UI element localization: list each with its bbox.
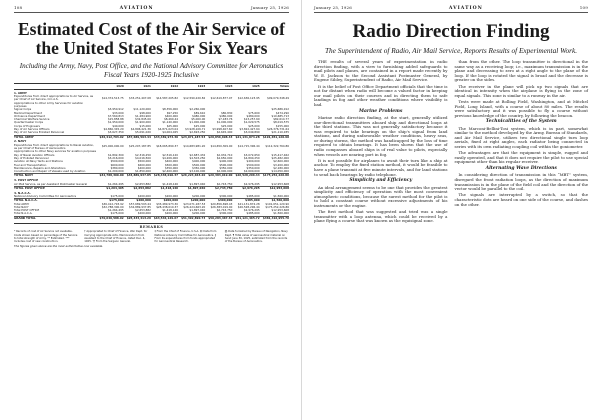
- table-cell: $99,079,348.49: [267, 95, 289, 100]
- table-cell: $600,000: [110, 162, 124, 167]
- section-label: 1. ARMY: [14, 90, 27, 95]
- table-cell: $1,264,495: [97, 186, 124, 190]
- table-cell: $4,004,025: [162, 130, 179, 135]
- table-cell: $175,000: [110, 211, 124, 216]
- table-cell: $3,200,000: [273, 162, 289, 167]
- table-cell: $3,627,350: [107, 130, 124, 135]
- table-cell: $1,850,000: [135, 169, 151, 174]
- table-cell: $200,000: [164, 193, 179, 198]
- section-heading: Technicalities of the System: [485, 119, 557, 125]
- table-cell: $2,693,250: [189, 130, 206, 135]
- table-cell: $2,600,000: [273, 159, 289, 164]
- table-cell: $23,071,187.53: [178, 135, 205, 139]
- table-cell: $51,121,465.72: [232, 216, 259, 220]
- summary-row: [14, 216, 289, 220]
- table-cell: $3,072,650: [243, 152, 260, 157]
- table-cell: $2,932,710: [216, 152, 233, 157]
- table-cell: $75,600: [248, 110, 260, 115]
- table-cell: $200,000: [137, 211, 151, 216]
- article-subtitle: The Superintendent of Radio, Air Mail Service, Reports Results of Experimental Work.: [324, 46, 578, 55]
- table-cell: $1,000,000: [216, 120, 233, 125]
- table-cell: $26,224,663.20: [183, 204, 206, 209]
- table-cell: $400,000: [192, 159, 206, 164]
- table-cell: Pay of Air Service Officers: [14, 127, 50, 132]
- table-cell: $2,976,295: [243, 181, 260, 186]
- paragraph: The advantages are that the equipment is simple, rugged and easily operated, and that it does not require the pilot to use special equipment other than his regular receiver.: [454, 150, 588, 165]
- table-cell: $26,383,019.00: [210, 204, 233, 209]
- table-cell: $600,000: [137, 162, 151, 167]
- table-cell: $200,000: [124, 199, 151, 203]
- table-footnote: The figures given above are the most authoritative now available.: [14, 243, 104, 248]
- page-number: 109: [579, 5, 588, 10]
- table-cell: $1,892,300: [107, 152, 124, 157]
- table-cell: $33,251,407.08: [129, 95, 151, 100]
- table-cell: $40,000: [112, 123, 124, 128]
- table-cell: $95,433,413.29: [124, 216, 151, 220]
- table-cell: $14,683,981.20: [183, 144, 206, 149]
- section-heading: Marine Problems: [359, 108, 403, 114]
- table-cell: $2,743,750: [205, 186, 232, 190]
- table-header-cell: 1922: [151, 84, 178, 90]
- table-cell: $500,000: [219, 162, 233, 167]
- table-cell: Air Mail Service, as per Assistant Postmaster General: [14, 181, 88, 186]
- table-cell: $4,016,500: [135, 155, 151, 160]
- table-cell: $15,858.88: [107, 117, 124, 122]
- table-cell: $4,890,250: [243, 155, 260, 160]
- table-cell: $1,560,000: [273, 211, 289, 216]
- table-cell: $26,528,296.44: [237, 204, 260, 209]
- table-cell: Appropriations to other Navy services for aviation purposes: [14, 149, 97, 154]
- table-cell: $13,257.69: [243, 117, 260, 122]
- table-cell: $51,392,890.73: [178, 216, 205, 220]
- table-cell: $7,560,813: [107, 113, 124, 118]
- table-cell: Medical Department: [14, 110, 43, 115]
- table-cell: [232, 102, 259, 109]
- table-cell: $485,000: [246, 211, 260, 216]
- table-header-cell: 1924: [205, 84, 232, 90]
- table-cell: $2,900,000: [216, 169, 233, 174]
- section-label: 4. N.A.C.A.: [14, 190, 31, 195]
- table-cell: $155,000: [275, 123, 289, 128]
- table-cell: $28,438,010.37: [156, 204, 179, 209]
- page-number: 108: [14, 5, 23, 10]
- table-cell: [205, 102, 232, 109]
- table-cell: Aviation at Navy Yards and Stations: [14, 159, 63, 164]
- table-cell: $33,000: [112, 110, 124, 115]
- paragraph: In considering direction of transmission in this “MBT” system, disregard the front radiation loops, as the direction of maximum transmission is in the plane of the field coil and the direction of the vector would be parallel to the coil.: [454, 172, 588, 192]
- table-cell: Signal Corps: [14, 107, 32, 112]
- section-heading: Alternating Wave Directions: [485, 166, 557, 172]
- table-cell: $12,619,877.07: [210, 95, 233, 100]
- table-cell: $2,653,882: [135, 208, 151, 213]
- table-cell: $350,000: [164, 165, 179, 170]
- section-label: 3. POST OFFICE: [14, 178, 39, 183]
- table-cell: $2,653,882: [135, 181, 151, 186]
- table-cell: $50,283,467.43: [205, 216, 232, 220]
- table-cell: $25,000: [166, 123, 179, 128]
- table-cell: $474,290: [275, 110, 289, 115]
- table-cell: $175,252,226.86: [265, 204, 289, 209]
- table-cell: $4,650,000: [216, 155, 233, 160]
- table-cell: $25,482,000: [271, 155, 289, 160]
- table-cell: $89,610: [193, 110, 206, 115]
- table-cell: $26,528,296.44: [232, 174, 259, 178]
- table-cell: $2,976,295: [243, 208, 260, 213]
- table-cell: $21,110,935: [271, 130, 289, 135]
- table-cell: $2,516,120: [162, 152, 179, 157]
- table-cell: $350,000: [246, 165, 260, 170]
- table-cell: $2,260,000: [189, 107, 206, 112]
- table-cell: $12,953,608: [260, 186, 289, 190]
- table-cell: $20,856,698.43: [210, 201, 233, 206]
- text-column-1: [314, 60, 448, 226]
- paragraph: The first method that was suggested and tried was a single transmitter with a loop antenna, which could be received by a plane flying a course that was known as the equisignal zone.: [314, 209, 448, 224]
- table-cell: $33,489,973.30: [151, 135, 178, 139]
- table-cell: Corps of Engineers: [14, 123, 40, 128]
- table-cell: $480,000: [219, 113, 233, 118]
- table-cell: $200,000: [192, 211, 206, 216]
- table-cell: $485,000: [246, 193, 260, 198]
- table-cell: $1,897,040: [178, 186, 205, 190]
- table-cell: $3,100,000: [189, 169, 206, 174]
- table-header-cell: 1923: [178, 84, 205, 90]
- article-subtitle: Including the Army, Navy, Post Office, and the National Advisory Committee for Aeronautics Fiscal Years 1920-1925 Inclusive: [19, 62, 284, 79]
- table-cell: $3,928,106.71: [185, 127, 206, 132]
- table-cell: $175,252,226.86: [260, 174, 289, 178]
- table-cell: $26,383,019.00: [205, 174, 232, 178]
- table-cell: $25,000: [248, 123, 260, 128]
- table-cell: $3,822,427.64: [239, 127, 260, 132]
- table-cell: $5,091,020: [135, 130, 151, 135]
- table-cell: TOTAL NAVY: [14, 174, 97, 178]
- table-cell: $380,000: [110, 165, 124, 170]
- table-cell: $25,000: [221, 123, 233, 128]
- table-cell: $1,200,000: [107, 169, 124, 174]
- table-cell: $175,000: [97, 199, 124, 203]
- table-cell: $480,000: [246, 113, 260, 118]
- table-cell: $2,687,432: [189, 152, 206, 157]
- table-cell: $2,743,750: [216, 181, 233, 186]
- table-cell: $80,830: [221, 110, 233, 115]
- table-cell: $175,000: [110, 193, 124, 198]
- table-cell: Total POST OFFICE: [14, 208, 40, 213]
- table-cell: National Advisory Committee for Aeronautics: [14, 193, 77, 198]
- table-cell: Chemical Warfare Service: [14, 117, 50, 122]
- table-cell: $26,224,663.20: [178, 174, 205, 178]
- paragraph: Tests were made at Bolling Field, Washington, and at Mitchel Field, Long Island, with a course of about 80 miles. The results were satisfactory and it was possible to fly a course without previous knowledge of the country, by following the beacon.: [454, 98, 588, 118]
- table-cell: $485,000: [232, 199, 259, 203]
- table-cell: $1,897,040: [189, 208, 206, 213]
- table-cell: $23,071,187.53: [183, 201, 206, 206]
- table-cell: $400,000: [164, 113, 179, 118]
- table-cell: $1,029,575: [243, 120, 260, 125]
- table-cell: $34,889,937.85: [129, 204, 151, 209]
- table-cell: $33,489,973.30: [156, 201, 179, 206]
- table-cell: $300,000: [205, 199, 232, 203]
- table-cell: Total NAVY: [14, 204, 29, 209]
- table-cell: $2,645,400: [216, 130, 233, 135]
- table-cell: Pay of Air Service Enlisted Personnel: [14, 130, 65, 135]
- table-cell: $500,000: [164, 162, 179, 167]
- table-cell: Expenditures from direct appropriations to Naval Aviation, as per Chief of Bureau of Aeronautics: [14, 142, 95, 151]
- table-cell: $2,600,000: [243, 169, 260, 174]
- table-header-cell: 1921: [124, 84, 151, 90]
- table-cell: $3,998,407.60: [212, 127, 233, 132]
- table-cell: $300,000: [219, 193, 233, 198]
- table-cell: $14,374,513.75: [101, 95, 124, 100]
- table-cell: $480,000: [192, 113, 206, 118]
- running-head-right: [314, 5, 588, 13]
- table-cell: $11,120,000: [133, 107, 151, 112]
- table-cell: $2,653,882: [124, 186, 151, 190]
- table-cell: $20,856,698.43: [205, 135, 232, 139]
- table-cell: $8,356,000: [162, 107, 179, 112]
- table-cell: $4,503,250: [189, 155, 206, 160]
- table-cell: $200,000: [151, 199, 178, 203]
- cost-table: [14, 83, 289, 220]
- table-cell: $21,131,874.28: [232, 135, 259, 139]
- table-cell: $3,216,000: [107, 155, 124, 160]
- table-cell: $350,000: [192, 165, 206, 170]
- table-cell: $400,000: [164, 159, 179, 164]
- table-cell: $10,685,713: [271, 113, 289, 118]
- table-cell: Appropriations to other Army Services for aviation purposes: [14, 100, 84, 108]
- table-cell: $200,000: [178, 199, 205, 203]
- table-cell: $350,000: [219, 165, 233, 170]
- table-cell: $14,587,205.82: [156, 95, 179, 100]
- table-cell: $12,590,220.82: [183, 95, 206, 100]
- table-cell: Fuel and Transportation: [14, 162, 47, 167]
- remarks-block: [14, 230, 289, 242]
- table-cell: $200,000: [192, 193, 206, 198]
- table-cell: $1,418,146: [162, 208, 179, 213]
- table-cell: $8,019,575: [273, 120, 289, 125]
- remark-column: † Appropriated to Chief of Finance, War Dept. for Carrying Appropriate Acts. Memorandum from Assistant to the Chief of Finance, dated Dec. 4, 1925. †† From the Surgeon General.: [84, 230, 148, 243]
- table-cell: $1,897,040: [189, 181, 206, 186]
- table-cell: $1,560,000: [260, 199, 289, 203]
- paragraph: It is not possible for airplanes to await their turn like a ship at anchor. To employ the fixed station method, it would be feasible to have a plane transmit at five minute intervals, and for land stations to send back bearings by radio telephone.: [314, 157, 448, 177]
- table-cell: $12,953,608: [271, 181, 289, 186]
- section-heading: Simplicity and Efficiency: [349, 178, 413, 184]
- table-cell: $2,316,250: [135, 152, 151, 157]
- table-cell: $57,689,593.44: [129, 201, 151, 206]
- table-cell: $36,412,793.92: [97, 135, 124, 139]
- running-head-left: [14, 5, 289, 13]
- table-cell: $400,000: [137, 165, 151, 170]
- table-cell: Expenditures from direct appropriations to Air Service, as per Chief of Air Service, O.C.A.S.: [14, 94, 94, 102]
- table-cell: $191,651,120.90: [265, 201, 289, 206]
- table-cell: $1,950,000: [107, 120, 124, 125]
- table-cell: $500,000: [110, 159, 124, 164]
- table-cell: $200,000: [164, 211, 179, 216]
- paragraph: The signals are interrupted by a switch, so that the characteristic dots are heard on one side of the course, and dashes on the other.: [454, 192, 588, 207]
- table-cell: $5,000.00: [191, 117, 206, 122]
- table-cell: $25,207,187.85: [129, 144, 151, 149]
- table-cell: $1,418,146: [151, 186, 178, 190]
- table-cell: $63,546,129.67: [151, 216, 178, 220]
- table-cell: Pay of Enlisted Personnel: [14, 155, 49, 160]
- table-cell: $191,651,120.90: [260, 135, 289, 139]
- section-label: 2. NAVY: [14, 139, 27, 144]
- table-cell: $1,140,000: [162, 120, 179, 125]
- table-cell: $1,284,900: [135, 113, 151, 118]
- table-cell: $300,000: [219, 211, 233, 216]
- table-cell: $500,000: [246, 162, 260, 167]
- table-cell: $2,400,000: [162, 169, 179, 174]
- article-title: Estimated Cost of the Air Service of the United States For Six Years: [18, 19, 285, 58]
- magazine-name: AVIATION: [119, 6, 154, 11]
- table-cell: $7,183.76: [218, 117, 233, 122]
- table-cell: $400,000: [246, 159, 260, 164]
- paragraph: The receiver in the plane will pick up two signals that are identical in intensity when the airplane is flying in the zone of equal signals. This zone is similar to a runway in the air.: [454, 83, 588, 98]
- table-cell: $1,560,000: [273, 193, 289, 198]
- table-cell: TOTAL ARMY: [14, 135, 97, 139]
- table-cell: Total N.A.C.A.: [14, 211, 33, 216]
- table-cell: $25,686,912: [271, 107, 289, 112]
- table-cell: $14,715,396.44: [237, 144, 260, 149]
- table-cell: $500,000: [137, 159, 151, 164]
- paragraph: An ideal arrangement seems to be one that provides the greatest simplicity and efficiency of operation with the most convenient atmospheric conditions, because the surest method for the pilot is to hold a constant course without excessive adjustments of his instruments or the engine.: [314, 184, 448, 208]
- table-cell: $21,131,874.28: [237, 201, 260, 206]
- table-cell: $1,418,146: [162, 181, 179, 186]
- table-cell: $2,180,000: [273, 165, 289, 170]
- issue-date: January 25, 1926: [314, 5, 352, 10]
- table-cell: $1,900,000: [135, 120, 151, 125]
- table-cell: $14,050,000: [271, 169, 289, 174]
- article-body: [314, 60, 588, 226]
- table-cell: $82,614.77: [273, 117, 289, 122]
- table-cell: $28,438,010.37: [151, 174, 178, 178]
- table-cell: $26,376,731.64: [267, 127, 289, 132]
- table-cell: $1,264,495: [107, 208, 124, 213]
- paragraph: than from the other. The loop transmitter is directional in the same way as a receiving loop; i.e., maximum transmission is in the plane and decreasing to zero at a right angle to the plane of the loop. If the loop is rotated the signal is broad and the decrease is greater on the sides.: [454, 59, 588, 83]
- table-cell: $381,416,955.76: [260, 216, 289, 220]
- table-cell: GRAND TOTAL: [14, 216, 97, 220]
- right-page: [301, 0, 602, 420]
- paragraph: The Marconi-Bellini-Tosi system, which is in part, somewhat similar to the method developed by the Army, Bureau of Standards, and Air Mail Service, utilizes two directional single turn loop aerials, fixed at right angles, each radiator being connected in series with its own radiating coupling coil within the goniometer.: [454, 125, 588, 150]
- table-cell: $12,636,123.95: [237, 95, 260, 100]
- table-cell: $3,049,890: [243, 130, 260, 135]
- table-cell: $4,860,345.29: [103, 127, 124, 132]
- table-cell: $15,417,462: [271, 152, 289, 157]
- table-cell: $36,412,793.92: [101, 201, 124, 206]
- table-cell: TOTAL N.A.C.A.: [14, 199, 97, 203]
- table-cell: $97,250: [166, 110, 179, 115]
- issue-date: January 25, 1926: [251, 5, 289, 10]
- table-cell: $3,950,912: [107, 107, 124, 112]
- remark-column: ‡ From the Chief of Finance, U.S.A. ‡‡ Data from National Advisory Committee for Aeronautics. § From its expenditures from funds appropriated for Aeronautical Research.: [154, 230, 217, 243]
- table-header-cell: Totals: [260, 84, 289, 90]
- table-header-cell: 1920: [97, 84, 124, 90]
- table-cell: Total ARMY: [14, 201, 30, 206]
- table-cell: $4,871,023.04: [157, 127, 179, 132]
- table-cell: $500,000: [192, 162, 206, 167]
- table-cell: $4,896,421.36: [130, 127, 151, 132]
- remark-column: * Records of cost of Air Service not available. Costs shown based on percentage of the Service to total strength of Army. ** Estimated. *** Includes cost of new construction.: [14, 230, 78, 243]
- table-cell: Quartermaster Corps: [14, 120, 44, 125]
- table-cell: $32,845.00: [135, 117, 151, 122]
- table-cell: $32,788,300.00: [101, 204, 124, 209]
- table-cell: $112,322,764.86: [265, 144, 289, 149]
- table-row: [14, 102, 289, 109]
- table-cell: $2,976,295: [232, 186, 259, 190]
- remarks-heading: REMARKS: [14, 223, 289, 230]
- table-cell: $34,889,937.85: [124, 174, 151, 178]
- table-cell: $1,264,495: [107, 181, 124, 186]
- table-cell: $200,000: [137, 193, 151, 198]
- table-cell: $98,000: [139, 110, 151, 115]
- table-cell: $400,000: [219, 159, 233, 164]
- table-cell: Maintenance, Repairs and Alterations: [14, 165, 66, 170]
- table-cell: $2,743,750: [216, 208, 233, 213]
- table-cell: Ordnance Department: [14, 113, 45, 118]
- article-title: Radio Direction Finding: [352, 21, 550, 42]
- table-cell: $57,689,593.44: [124, 135, 151, 139]
- table-cell: $8,469.44: [164, 117, 179, 122]
- paragraph: Marine radio direction finding, at the start, generally utilized one-directional transmitters aboard ship and directional loops at the third stations. This was not generally satisfactory because it was required to take bearings on the ship's signal from land stations, and during unfavorable weather conditions, heavy seas, or during storms, the method was handicapped by the loss of time required to obtain bearings. It has been shown that the use of radio compasses aboard ships is of real value to pilots, especially when vessels are nearing port in fog.: [314, 114, 448, 157]
- table-cell: $14,650,309.00: [210, 144, 233, 149]
- table-cell: $18,065,890.37: [156, 144, 179, 149]
- table-cell: TOTAL POST OFFICE: [14, 186, 97, 190]
- text-column-2: [455, 60, 589, 226]
- remark-column: §§ Data furnished by Bureau of Navigation, Navy Dept. ¶ Total value of aeronautical material on hand June 30, 1925, estimated from the records of the Bureau of Aeronautics.: [224, 230, 288, 243]
- table-cell: $70,640,588.92: [97, 216, 124, 220]
- table-cell: $32,788,300.00: [97, 174, 124, 178]
- paragraph: THE results of several years of experimentation in radio direction finding, with a view to furnishing added safeguards to mail pilots and planes, are contained in a report made recently by W. E. Jackson to the Second Assistant Postmaster General, by Eugene Sibley, Superintendent of Radio, Air Mail Service.: [314, 59, 448, 83]
- table-cell: Construction and Repair of Vessels used by Aviation: [14, 169, 86, 174]
- table-cell: $4,206,000: [162, 155, 179, 160]
- paragraph: It is the belief of Post Office Department officials that the time is not far distant when radio will become a valued factor in keeping our mail pilots on their courses and in directing them to safe landings in fog and other weather conditions where visibility is bad.: [314, 83, 448, 107]
- table-cell: $1,000,000: [189, 120, 206, 125]
- magazine-name: AVIATION: [448, 6, 483, 11]
- table-header-cell: 1925: [232, 84, 259, 90]
- table-cell: $15,000: [139, 123, 151, 128]
- table-cell: Pay of Naval Aviation Officers: [14, 152, 55, 157]
- table-cell: $25,000,000.00: [101, 144, 124, 149]
- table-cell: $25,000: [193, 123, 206, 128]
- table-cell: $12,953,608: [271, 208, 289, 213]
